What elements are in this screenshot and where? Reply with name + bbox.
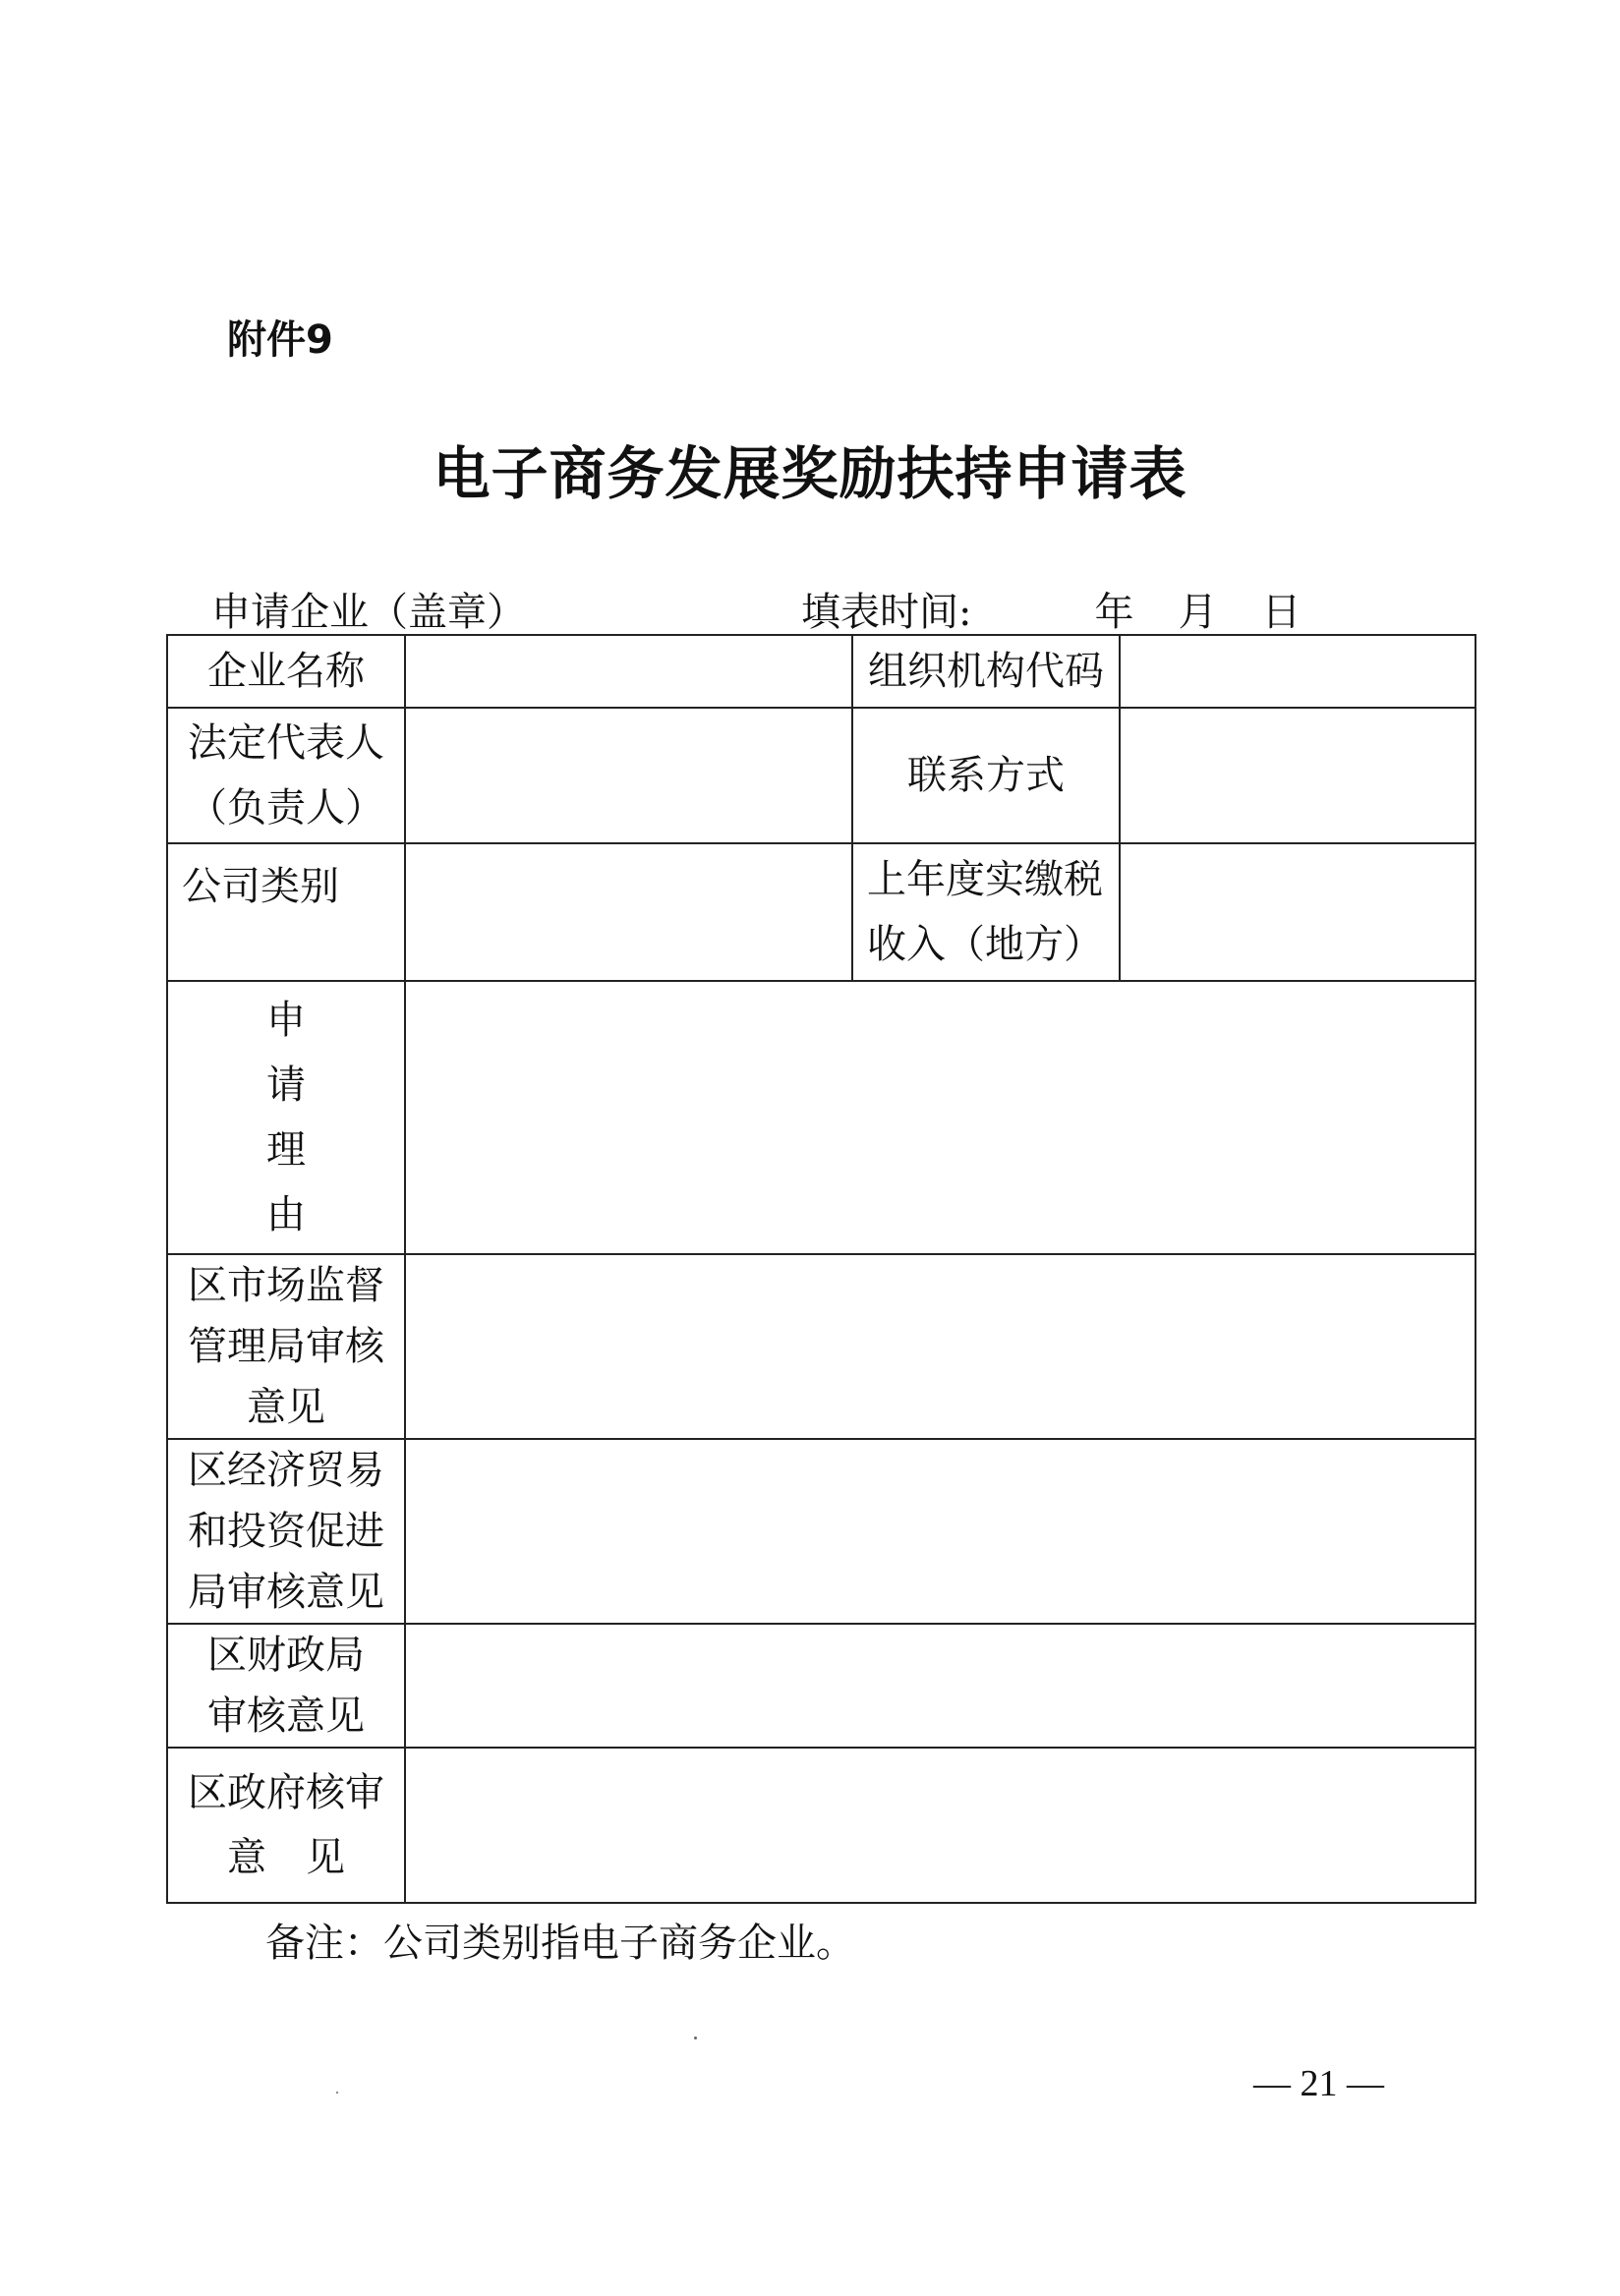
org-code-field[interactable] [1120,635,1475,708]
legal-rep-field[interactable] [405,708,852,843]
market-review-label [167,1254,405,1439]
tax-line1: 上年度实缴税 [867,857,1103,902]
scan-speck [336,2092,338,2094]
market-line1: 区市场监督 [188,1263,384,1308]
scan-speck [694,2037,697,2039]
reason-label [167,981,405,1254]
org-code-label: 组织机构代码 [852,635,1120,708]
gov-line2: 意 见 [227,1835,345,1880]
company-type-label: 公司类别 [167,843,405,981]
company-type-field[interactable] [405,843,852,981]
attachment-label: 附件9 [227,317,333,363]
page-number: — 21 — [1253,2063,1384,2104]
table-row [167,981,1475,1254]
gov-line1: 区政府核审 [188,1770,384,1815]
date-label: 填表时间: [801,590,972,635]
tax-label [852,843,1120,981]
form-title: 电子商务发展奖励扶持申请表 [433,440,1187,507]
application-form-table [166,634,1476,1904]
tax-field[interactable] [1120,843,1475,981]
reason-char: 理 [266,1127,306,1173]
economy-line3: 局审核意见 [188,1570,384,1615]
year-label: 年 [1094,590,1134,635]
company-name-label: 企业名称 [167,635,405,708]
reason-field[interactable] [405,981,1475,1254]
market-line3: 意见 [247,1385,325,1430]
day-label: 日 [1261,590,1302,635]
finance-review-label [167,1624,405,1748]
finance-review-field[interactable] [405,1624,1475,1748]
table-row [167,1254,1475,1439]
reason-char: 请 [266,1062,306,1108]
company-name-field[interactable] [405,635,852,708]
tax-line2: 收入（地方） [867,922,1103,967]
legal-rep-line2: （负责人） [188,785,384,831]
market-line2: 管理局审核 [188,1324,384,1369]
table-row [167,843,1475,981]
table-row [167,1624,1475,1748]
legal-rep-line1: 法定代表人 [188,720,384,766]
table-row [167,708,1475,843]
economy-line1: 区经济贸易 [188,1448,384,1493]
date-line [801,581,1301,637]
economy-review-field[interactable] [405,1439,1475,1624]
applicant-label: 申请企业（盖章） [211,590,526,635]
contact-field[interactable] [1120,708,1475,843]
legal-rep-label [167,708,405,843]
footnote: 备注：公司类别指电子商务企业。 [265,1921,855,1966]
gov-review-field[interactable] [405,1748,1475,1903]
finance-line1: 区财政局 [207,1633,365,1678]
market-review-field[interactable] [405,1254,1475,1439]
reason-char: 申 [266,998,306,1043]
finance-line2: 审核意见 [207,1693,365,1739]
table-row [167,1439,1475,1624]
economy-line2: 和投资促进 [188,1509,384,1554]
gov-review-label [167,1748,405,1903]
month-label: 月 [1178,590,1218,635]
contact-label: 联系方式 [852,708,1120,843]
reason-char: 由 [266,1192,306,1237]
economy-review-label [167,1439,405,1624]
table-row [167,1748,1475,1903]
table-row [167,635,1475,708]
